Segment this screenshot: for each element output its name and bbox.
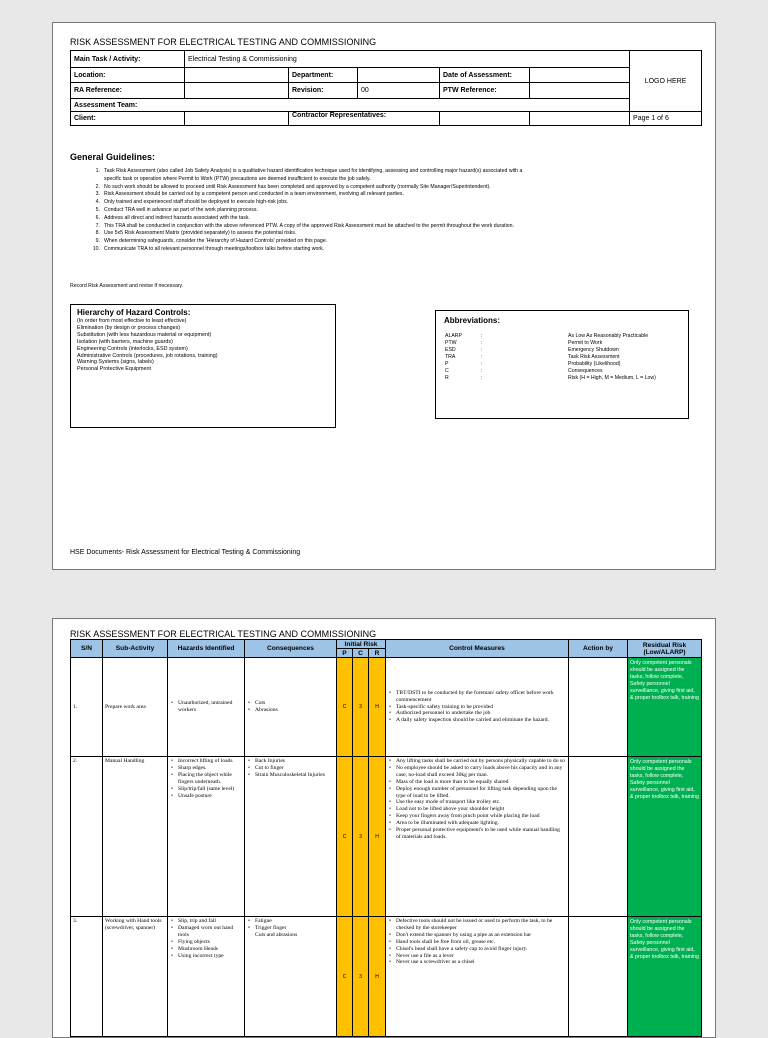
- abbreviation-row: P : Probability (Likelihood): [445, 361, 621, 367]
- document-title: RISK ASSESSMENT FOR ELECTRICAL TESTING AND COMMISSIONING: [70, 629, 377, 639]
- guideline-item: 10. Communicate TRA to all relevant personnel through meetings/toolbox talks before starting work.: [92, 245, 325, 252]
- abbreviation-row: ESD : Emergency Shutdown: [445, 347, 619, 353]
- client-label: Client:: [71, 112, 185, 126]
- control-item: • No employee should be asked to carry loads above his capacity and in any case, no-load shall exceed 30kg per man.: [388, 765, 566, 779]
- row-action-by: [569, 658, 628, 757]
- control-item: • Proper personal protective equipment's to be used while manual handling of materials and loads.: [388, 827, 566, 841]
- consequence-item: • Trigger finger: [247, 925, 334, 932]
- hierarchy-box: [70, 304, 336, 428]
- risk-p: C: [337, 917, 353, 1037]
- table-row: [71, 757, 702, 917]
- hazard-item: • Placing the object while fingers underneath.: [170, 772, 242, 786]
- ptw-reference-value: [530, 83, 630, 99]
- hazard-item: • Incorrect lifting of loads: [170, 758, 242, 765]
- assessment-team-label: Assessment Team:: [71, 99, 630, 112]
- hierarchy-line: Elimination (by design or process changes): [77, 324, 181, 331]
- row-control-measures: [386, 658, 569, 757]
- header-info-table: [70, 50, 702, 126]
- hierarchy-line: Personal Protective Equipment: [77, 366, 152, 373]
- control-item: • Deploy enough number of personnel for lifting task depending upon the type of load to be lifted.: [388, 786, 566, 800]
- page-footer: HSE Documents- Risk Assessment for Electrical Testing & Commissioning: [70, 549, 301, 556]
- abbreviation-row: C : Consequences: [445, 368, 603, 374]
- control-item: • Defective tools should not be issued or used to perform the task, to be checked by the storekeeper: [388, 918, 566, 932]
- row-hazards: [168, 757, 245, 917]
- consequence-item: • Strain Musculoskeletal Injuries: [247, 772, 334, 779]
- location-value: [185, 68, 289, 83]
- guidelines-heading: General Guidelines:: [70, 152, 156, 162]
- blank-cell: [530, 112, 630, 126]
- row-sn: 3.: [71, 917, 103, 1037]
- control-item: • Keep your fingers away from pinch point while placing the load: [388, 813, 566, 820]
- row-residual-risk: Only competent personals should be assigned the tasks, follow complete, Safety personnel surveillance, giving first aid, & proper toolbox talk, training: [628, 917, 702, 1037]
- col-header-sub-activity: Sub-Activity: [103, 640, 168, 658]
- abbreviation-row: ALARP : As Low As Reasonably Practicable: [445, 333, 649, 339]
- hazard-item: • Sharp edges.: [170, 765, 242, 772]
- risk-p: C: [337, 757, 353, 917]
- hierarchy-line: Isolation (with barriers, machine guards): [77, 338, 173, 345]
- control-item: • Never use a screwdriver as a chisel: [388, 959, 566, 966]
- hierarchy-line: Substitution (with less hazardous material or equipment): [77, 331, 212, 338]
- control-item: • Chisel's head shall have a safety cap to avoid finger injury.: [388, 946, 566, 953]
- hazard-item: • Flying objects: [170, 939, 242, 946]
- guideline-item: specific task or operation where Permit to Work (PTW) precautions are deemed insufficient to execute the job safely.: [104, 175, 371, 182]
- control-item: • Never use a file as a lever: [388, 953, 566, 960]
- contractor-label: Contractor Representatives:: [289, 112, 440, 126]
- row-action-by: [569, 757, 628, 917]
- consequence-item: • Back Injuries: [247, 758, 334, 765]
- guidelines-tail: Record Risk Assessment and revise if necessary.: [70, 283, 184, 289]
- hazard-item: • Mushroom Heads: [170, 946, 242, 953]
- consequence-item: • Fatigue: [247, 918, 334, 925]
- row-consequences: [245, 757, 337, 917]
- risk-r: H: [369, 917, 386, 1037]
- abbreviations-title: Abbreviations:: [444, 316, 501, 325]
- abbreviation-row: PTW : Permit to Work: [445, 340, 603, 346]
- control-item: • Authorized personnel to undertake the job: [388, 710, 566, 717]
- row-consequences: [245, 658, 337, 757]
- guideline-item: 8. Use 5x5 Risk Assessment Matrix (provided separately) to assess the potential risks.: [95, 230, 297, 237]
- hazard-item: • Using incorrect type: [170, 953, 242, 960]
- hazard-item: • Slip, trip and fall: [170, 918, 242, 925]
- risk-c: 3: [353, 757, 369, 917]
- revision-label: Revision:: [289, 83, 358, 99]
- col-header-action-by: Action by: [569, 640, 628, 658]
- control-item: • A daily safety inspection should be carried and eliminate the hazard.: [388, 717, 566, 724]
- document-title: RISK ASSESSMENT FOR ELECTRICAL TESTING AND COMMISSIONING: [70, 37, 377, 47]
- ptw-reference-label: PTW Reference:: [440, 83, 530, 99]
- guideline-item: 1. Task Risk Assessment (also called Job Safety Analysis) is a qualitative hazard identification technique used for identifying, assessing and controlling major hazard(s) associated with a: [95, 168, 523, 174]
- row-control-measures: [386, 917, 569, 1037]
- row-sn: 1.: [71, 658, 103, 757]
- guidelines-list: [89, 168, 699, 254]
- col-header-control-measures: Control Measures: [386, 640, 569, 658]
- table-row: [71, 917, 702, 1037]
- control-item: • Hand tools shall be free from oil, grease etc.: [388, 939, 566, 946]
- col-header-sn: S/N: [71, 640, 103, 658]
- hierarchy-title: Hierarchy of Hazard Controls:: [77, 308, 191, 317]
- row-hazards: [168, 658, 245, 757]
- control-item: • Mass of the load is more than to be equally shared: [388, 779, 566, 786]
- date-value: [530, 68, 630, 83]
- guideline-item: 3. Risk Assessment should be carried out by a competent person and conducted in a team environment, involving all relevant parties.: [95, 191, 404, 198]
- row-sub-activity: Working with Hand tools (screwdriver, spanner): [103, 917, 168, 1037]
- hierarchy-line: Warning Systems (signs, labels): [77, 359, 154, 366]
- row-control-measures: [386, 757, 569, 917]
- main-task-value: Electrical Testing & Commissioning: [185, 51, 630, 68]
- logo-placeholder: LOGO HERE: [630, 51, 702, 112]
- hierarchy-line: Administrative Controls (procedures, job rotations, training): [77, 352, 218, 359]
- contractor-value: [440, 112, 530, 126]
- risk-r: H: [369, 658, 386, 757]
- consequence-item: • Cut to finger: [247, 765, 334, 772]
- guideline-item: 6. Address all direct and indirect hazards associated with the task.: [95, 214, 250, 221]
- ra-reference-label: RA Reference:: [71, 83, 185, 99]
- department-value: [358, 68, 440, 83]
- risk-c: 3: [353, 917, 369, 1037]
- risk-c: 3: [353, 658, 369, 757]
- risk-r: H: [369, 757, 386, 917]
- risk-p: C: [337, 658, 353, 757]
- hazard-item: • Unsafe posture: [170, 793, 242, 800]
- date-label: Date of Assessment:: [440, 68, 530, 83]
- hazard-item: • Slip/trip/fall (same level): [170, 786, 242, 793]
- control-item: • TBT/DSTI to be conducted by the foreman/ safety officer before work commencement: [388, 690, 566, 704]
- page-number: Page 1 of 6: [630, 112, 702, 126]
- table-row: [71, 658, 702, 757]
- row-hazards: [168, 917, 245, 1037]
- abbreviation-row: TRA : Task Risk Assessment: [445, 354, 620, 360]
- control-item: • Load not to be lifted above your shoulder height: [388, 806, 566, 813]
- control-item: • Area to be illuminated with adequate lighting.: [388, 820, 566, 827]
- col-header-initial-risk: Initial Risk: [337, 640, 386, 649]
- department-label: Department:: [289, 68, 358, 83]
- hazard-item: • Unauthorized, untrained workers: [170, 700, 242, 714]
- abbreviation-row: R : Risk (H = High, M = Medium, L = Low): [445, 375, 656, 381]
- hazard-item: • Damaged worn out hand tools: [170, 925, 242, 939]
- document-page-2: [52, 618, 716, 1038]
- row-residual-risk: Only competent personals should be assigned the tasks, follow complete, Safety personnel surveillance, giving first aid, & proper toolbox talk, training: [628, 658, 702, 757]
- main-task-label: Main Task / Activity:: [71, 51, 185, 68]
- row-action-by: [569, 917, 628, 1037]
- control-item: • Use the easy mode of transport like trolley etc.: [388, 799, 566, 806]
- col-header-p: P: [337, 649, 353, 658]
- col-header-hazards: Hazards Identified: [168, 640, 245, 658]
- ra-reference-value: [185, 83, 289, 99]
- client-value: [185, 112, 289, 126]
- hierarchy-line: (In order from most effective to least effective): [77, 318, 187, 324]
- hierarchy-line: Engineering Controls (interlocks, ESD system): [77, 345, 188, 352]
- control-item: • Don't extend the spanner by using a pipe as an extension bar: [388, 932, 566, 939]
- row-residual-risk: Only competent personals should be assigned the tasks, follow complete, Safety personnel surveillance, giving first aid, & proper toolbox talk, training: [628, 757, 702, 917]
- col-header-residual-risk: Residual Risk (Low/ALARP): [628, 640, 702, 658]
- consequence-extra: Cuts and abrasions: [255, 931, 298, 938]
- abbreviations-box: [435, 310, 689, 419]
- consequence-item: • Abrasions: [247, 707, 334, 714]
- document-page-1: [52, 22, 716, 570]
- col-header-consequences: Consequences: [245, 640, 337, 658]
- row-sn: 2.: [71, 757, 103, 917]
- guideline-item: 7. This TRA shall be conducted in conjunction with the above referenced PTW. A copy of the approved Risk Assessment must be attached to the permit throughout the work duration.: [95, 222, 514, 229]
- col-header-r: R: [369, 649, 386, 658]
- risk-assessment-table: [70, 639, 702, 1037]
- guideline-item: 2. No such work should be allowed to proceed until Risk Assessment has been completed and approved by a competent authority (normally Site Manager/Superintendent).: [95, 183, 491, 190]
- location-label: Location:: [71, 68, 185, 83]
- guideline-item: 5. Conduct TRA well in advance as part of the work planning process.: [95, 206, 258, 213]
- consequence-item: • Cuts: [247, 700, 334, 707]
- row-sub-activity: Manual Handling: [103, 757, 168, 917]
- guideline-item: 4. Only trained and experienced staff should be deployed to execute high-risk jobs.: [95, 199, 289, 206]
- row-consequences: [245, 917, 337, 1037]
- control-item: • Task-specific safety training to be provided: [388, 704, 566, 711]
- row-sub-activity: Prepare work area: [103, 658, 168, 757]
- guideline-item: 9. When determining safeguards, consider the 'Hierarchy of Hazard Controls' provided on this page.: [95, 238, 328, 245]
- control-item: • Any lifting tasks shall be carried out by persons physically capable to do so: [388, 758, 566, 765]
- revision-value: 00: [358, 83, 440, 99]
- col-header-c: C: [353, 649, 369, 658]
